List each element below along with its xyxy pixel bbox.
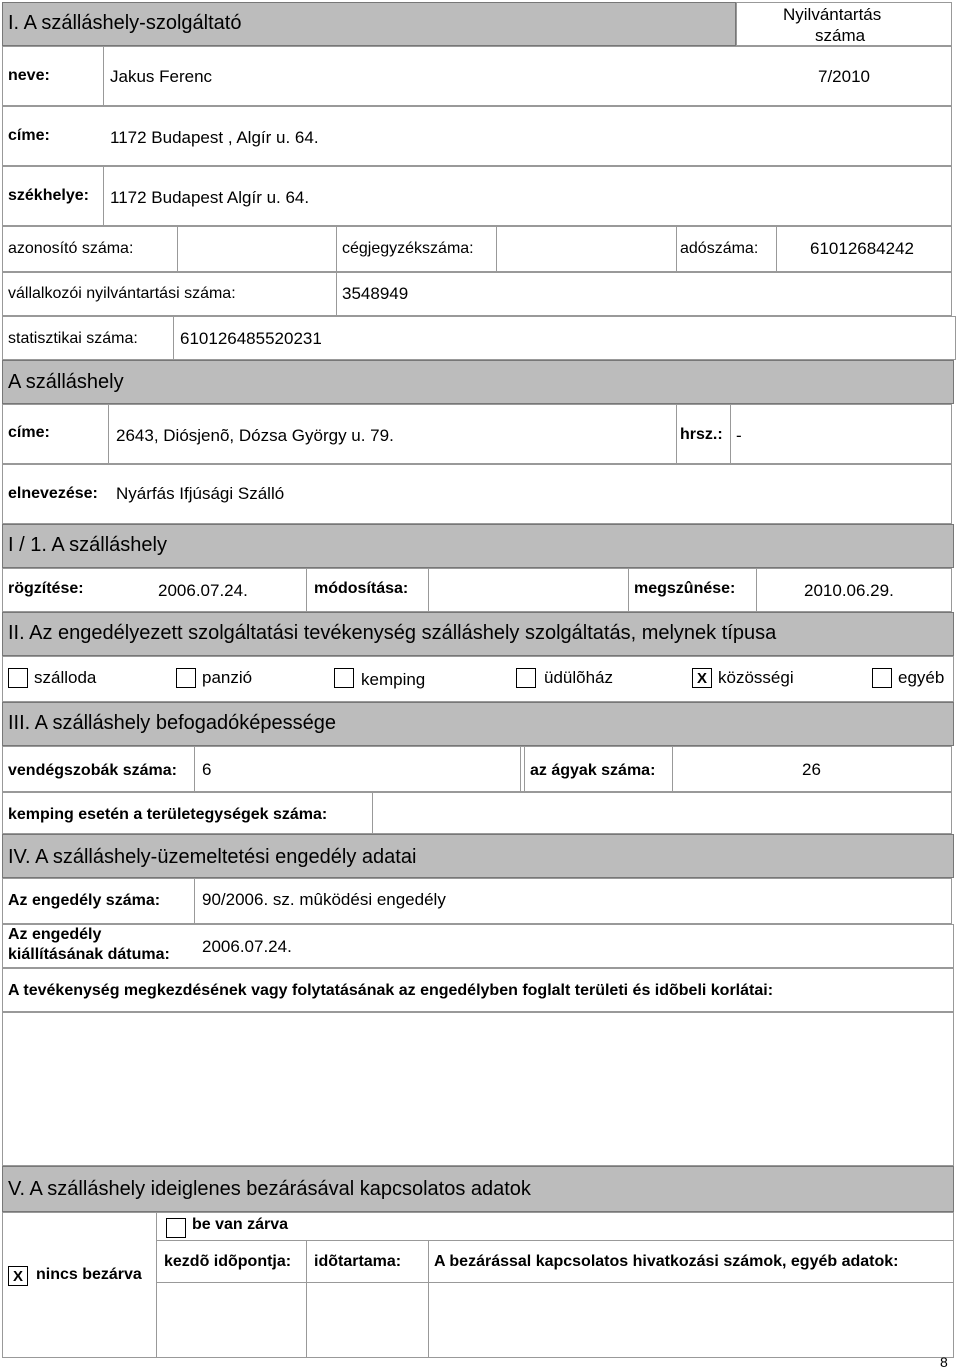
accommodation-address-value: 2643, Diósjenõ, Dózsa György u. 79. xyxy=(116,426,394,445)
stat-value: 610126485520231 xyxy=(180,329,322,348)
type-szalloda-checkbox[interactable] xyxy=(8,668,28,688)
registry-label-line1: Nyilvántartás xyxy=(783,5,882,24)
accommodation-header xyxy=(2,360,954,404)
recorded-value: 2006.07.24. xyxy=(158,581,248,600)
accommodation-name-label: elnevezése: xyxy=(8,485,98,502)
issued-label-line2: kiállításának dátuma: xyxy=(8,946,170,963)
id-label: azonosító száma: xyxy=(8,240,134,257)
limits-label: A tevékenység megkezdésének vagy folytatásának az engedélyben foglalt területi és idõbeli korlátai: xyxy=(8,982,774,999)
rooms-label: vendégszobák száma: xyxy=(8,762,177,779)
page-number: 8 xyxy=(940,1354,948,1370)
stat-row xyxy=(2,316,956,360)
type-egyeb-label: egyéb xyxy=(898,668,945,687)
name-label: neve: xyxy=(8,67,50,84)
entrepreneur-value: 3548949 xyxy=(342,284,409,303)
hrsz-label: hrsz.: xyxy=(680,426,723,443)
stat-label: statisztikai száma: xyxy=(8,330,138,347)
name-value: Jakus Ferenc xyxy=(110,67,213,86)
section1-1-title: I / 1. A szálláshely xyxy=(8,534,167,556)
beds-label: az ágyak száma: xyxy=(530,762,656,779)
not-closed-label: nincs bezárva xyxy=(36,1266,142,1283)
address-label: címe: xyxy=(8,127,50,144)
section3-title: III. A szálláshely befogadóképessége xyxy=(8,712,337,734)
seat-value: 1172 Budapest Algír u. 64. xyxy=(110,188,310,207)
types-row xyxy=(2,656,954,702)
tax-label: adószáma: xyxy=(680,240,759,257)
type-egyeb-checkbox[interactable] xyxy=(872,668,892,688)
type-kemping-label: kemping xyxy=(361,670,426,689)
type-udulohaz-label: üdülõház xyxy=(544,668,614,687)
registry-label-line2: száma xyxy=(815,26,866,45)
limits-area xyxy=(2,1012,954,1166)
permit-label: Az engedély száma: xyxy=(8,892,161,909)
entrepreneur-label: vállalkozói nyilvántartási száma: xyxy=(8,285,236,302)
section5-title: V. A szálláshely ideiglenes bezárásával kapcsolatos adatok xyxy=(8,1178,531,1200)
closed-label: be van zárva xyxy=(192,1216,289,1233)
ended-label: megszûnése: xyxy=(634,580,736,597)
accommodation-name-value: Nyárfás Ifjúsági Szálló xyxy=(116,484,285,503)
tax-value: 61012684242 xyxy=(810,239,915,258)
company-reg-label: cégjegyzékszáma: xyxy=(342,240,474,257)
section2-title: II. Az engedélyezett szolgáltatási tevékenység szálláshely szolgáltatás, melynek típusa xyxy=(8,622,777,644)
accommodation-address-label: címe: xyxy=(8,424,50,441)
type-kemping-checkbox[interactable] xyxy=(334,668,354,688)
not-closed-checkbox[interactable]: X xyxy=(8,1266,28,1286)
beds-value: 26 xyxy=(802,760,821,779)
start-label: kezdõ idõpontja: xyxy=(164,1253,292,1270)
address-value: 1172 Budapest , Algír u. 64. xyxy=(110,128,319,147)
closed-checkbox[interactable] xyxy=(166,1218,186,1238)
type-panzio-label: panzió xyxy=(202,668,253,687)
type-panzio-checkbox[interactable] xyxy=(176,668,196,688)
section1-title: I. A szálláshely-szolgáltató xyxy=(8,12,242,34)
issued-value: 2006.07.24. xyxy=(202,937,292,956)
permit-value: 90/2006. sz. mûködési engedély xyxy=(202,890,446,909)
seat-label: székhelye: xyxy=(8,187,89,204)
type-kozossegi-label: közösségi xyxy=(718,668,794,687)
ended-value: 2010.06.29. xyxy=(804,581,894,600)
rooms-value: 6 xyxy=(202,760,212,779)
issued-label-line1: Az engedély xyxy=(8,926,102,943)
type-szalloda-label: szálloda xyxy=(34,668,97,687)
registry-value: 7/2010 xyxy=(818,67,870,86)
type-udulohaz-checkbox[interactable] xyxy=(516,668,536,688)
section4-title: IV. A szálláshely-üzemeltetési engedély adatai xyxy=(8,846,417,868)
closure-block xyxy=(2,1212,954,1358)
hrsz-value: - xyxy=(736,426,742,445)
refs-label: A bezárással kapcsolatos hivatkozási számok, egyéb adatok: xyxy=(434,1253,899,1270)
recorded-label: rögzítése: xyxy=(8,580,84,597)
camping-units-label: kemping esetén a területegységek száma: xyxy=(8,806,328,823)
modified-label: módosítása: xyxy=(314,580,409,597)
accommodation-title: A szálláshely xyxy=(8,371,124,393)
type-kozossegi-checkbox[interactable]: X xyxy=(692,668,712,688)
duration-label: idõtartama: xyxy=(314,1253,402,1270)
